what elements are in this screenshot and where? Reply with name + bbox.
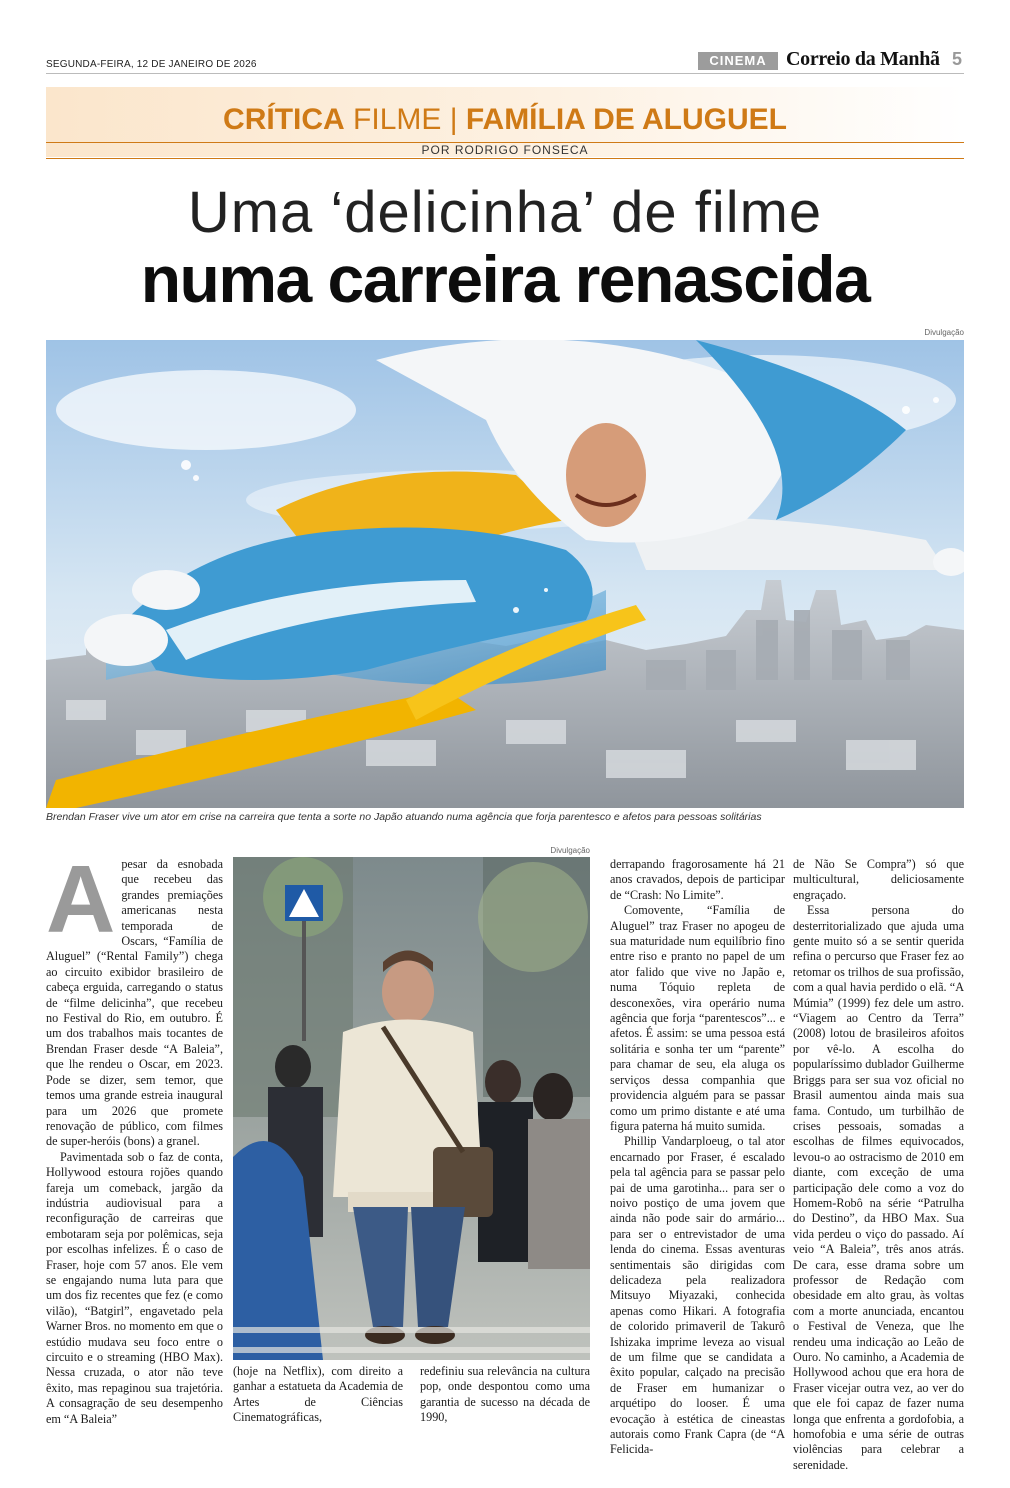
article-column-3-tail: redefiniu sua relevância na cultura pop, onde despontou como uma garantia de sucesso na década de 1990, bbox=[420, 1364, 590, 1425]
article-paragraph: Comovente, “Família de Aluguel” traz Fraser no apogeu de sua maturidade num equilíbrio fino entre riso e pranto no papel de um ator falido que vive no Japão e, numa Tóquio repleta de desconexões, vira operário numa agência que forja “parentescos”... e afetos. É assim: se uma pessoa está solitária e sonha ter um “parente” para chamar de seu, ela aluga os serviços dessa companhia que providencia alguém para se passar como um primo distante e até uma figura paterna há muito sumida. bbox=[610, 903, 785, 1133]
header-rule bbox=[46, 73, 964, 74]
kicker-critica: CRÍTICA bbox=[223, 103, 345, 136]
main-photo-illustration bbox=[46, 340, 964, 808]
article-paragraph: Phillip Vandarploeug, o tal ator encarnado por Fraser, é escalado pela tal agência para se passar pelo pai de uma garotinha... para ser o noivo postiço de uma jovem que ainda não pode sair do armário... para ser o entrevistador de uma lenda do cinema. Essas aventuras sentimentais são dirigidas com delicadeza pela realizadora Mitsuyo Miyazaki, conhecida apenas como Hikari. A fotografia de colorido primaveril de Takurô Ishizaka imprime leveza ao visual de um filme que se candidata a êxito popular, calçado na precisão de Fraser em humanizar o arquétipo do looser. É uma evocação à estética de cineastas autorais como Frank Capra (de “A Felicida- bbox=[610, 1134, 785, 1457]
kicker bbox=[46, 102, 964, 138]
kicker-film-title: FAMÍLIA DE ALUGUEL bbox=[465, 103, 787, 136]
page-number: 5 bbox=[952, 49, 963, 69]
edition-date: SEGUNDA-FEIRA, 12 DE JANEIRO DE 2026 bbox=[46, 59, 257, 70]
kicker-filme: FILME | bbox=[344, 103, 466, 136]
article-paragraph: Essa persona do desterritorializado que ajuda uma gente muito só a se sentir querida refina o percurso que Fraser fez ao retomar os trilhos de sua profissão, com a qual havia perdido o elã. “A Múmia” (1999) fez dele um astro. “Viagem ao Centro da Terra” (2008) lotou de brasileiros afoitos por vê-lo. A escolha do popularíssimo dublador Guilherme Briggs para ser sua voz oficial no Brasil aumentou ainda mais sua fama. Contudo, um turbilhão de crises pessoais, somadas a escolhas de filmes equivocados, levou-o ao ostracismo de 2010 em diante, com exceção de uma participação dele como a voz do Homem-Robô na série “Patrulha do Destino”, da HBO Max. Sua vida perdeu o viço do passado. Aí veio “A Baleia”, três anos atrás. De cara, esse drama sobre um professor de Redação com obesidade em alto grau, às voltas com a morte anunciada, encantou o Festival de Veneza, que lhe rendeu uma indicação ao Leão de Ouro. No caminho, a Academia de Hollywood achou que era hora de Fraser vicejar outra vez, ao ver do que ele foi capaz de fazer numa longa que enfrenta a gordofobia, a homofobia e uma série de outras violências para celebrar a serenidade. bbox=[793, 903, 964, 1472]
main-photo-caption: Brendan Fraser vive um ator em crise na carreira que tenta a sorte no Japão atuando numa agência que forja parentesco e afetos para pessoas solitárias bbox=[46, 811, 762, 823]
inline-photo-illustration bbox=[233, 857, 590, 1360]
byline: POR RODRIGO FONSECA bbox=[421, 143, 589, 157]
article-paragraph: pesar da esnobada que recebeu das grandes premiações americanas nesta temporada de Oscars, “Família de Aluguel” (“Rental Family”) chega ao circuito exibidor brasileiro de cabeça erguida, carregando o status de “filme delicinha”, que recebeu no Festival do Rio, em outubro. É um dos trabalhos mais tocantes de Brendan Fraser desde “A Baleia”, que lhe rendeu o Oscar, em 2023. Pode se dizer, sem temor, que temos uma grande estreia inaugural para um 2026 que promete renovação de público, com filmes de super-heróis (bons) a granel. bbox=[46, 857, 223, 1149]
inline-photo bbox=[233, 857, 590, 1360]
article-column-2-tail: (hoje na Netflix), com direito a ganhar a estatueta da Academia de Artes de Ciências Cinematográficas, bbox=[233, 1364, 403, 1425]
main-photo bbox=[46, 340, 964, 808]
inline-photo-bottom-text bbox=[233, 1364, 590, 1426]
article-column-1 bbox=[46, 857, 223, 1482]
article-paragraph: Pavimentada sob o faz de conta, Hollywood estoura rojões quando fareja um comeback, jargão da indústria audiovisual para a reconfiguração de carreiras que embotaram seja por polêmicas, seja por escolhas infelizes. É o caso de Fraser, hoje com 57 anos. Ele vem se engajando numa luta para que um dos fiz recentes que fez (e como vilão), “Batgirl”, engavetado pela Warner Bros. no momento em que o estúdio mudava seu foco entre o circuito e o streaming (HBO Max). Nessa cruzada, o ator não teve êxito, mas repaginou sua trajetória. A consagração de seu desempenho em “A Baleia” bbox=[46, 1149, 223, 1426]
newspaper-name: Correio da Manhã bbox=[786, 48, 940, 70]
article-paragraph: de Não Se Compra”) só que multicultural, deliciosamente engraçado. bbox=[793, 857, 964, 902]
section-tag: CINEMA bbox=[698, 52, 778, 70]
headline-line-1: Uma ‘delicinha’ de filme bbox=[187, 180, 823, 245]
inline-photo-credit: Divulgação bbox=[550, 846, 590, 855]
article-column-4 bbox=[610, 857, 785, 1482]
main-photo-credit: Divulgação bbox=[924, 328, 964, 337]
article-column-5 bbox=[793, 857, 964, 1482]
drop-cap: A bbox=[46, 857, 116, 953]
article-paragraph: derrapando fragorosamente há 21 anos cravados, depois de participar de “Crash: No Limite”. bbox=[610, 857, 785, 902]
headline-line-2: numa carreira renascida bbox=[140, 242, 870, 316]
byline-rule-bottom bbox=[46, 158, 964, 159]
